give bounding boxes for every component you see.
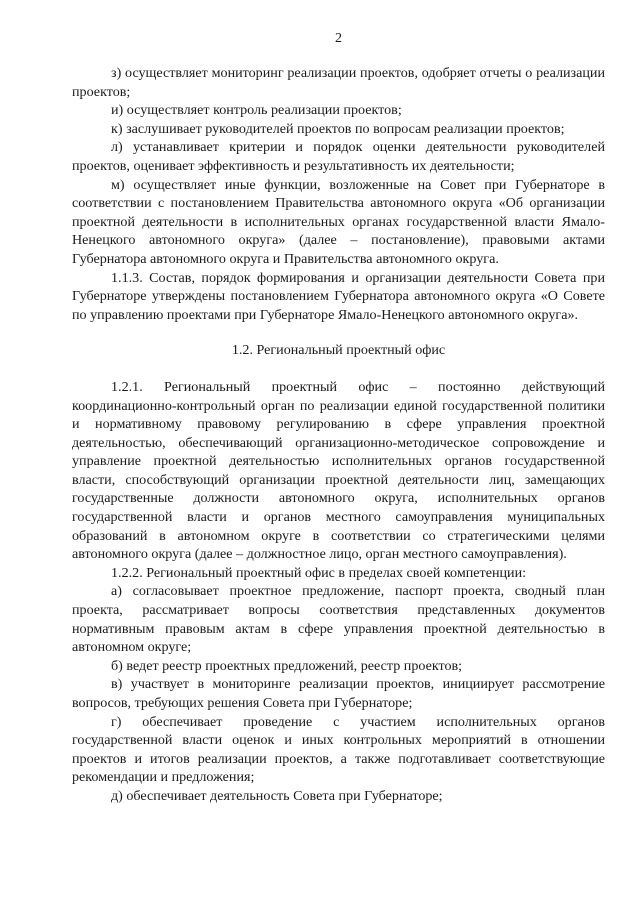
paragraph-1-2-1: 1.2.1. Региональный проектный офис – постоянно действующий координационно-контрольный орган по реализации единой государственной политики и нормативному правовому регулированию в сфере управления проектной деятельностью, обеспечивающий организационно-методическое сопровождение и управление проектной деятельностью исполнительных органов государственной власти, способствующий организации проектной деятельности лиц, замещающих государственные должности автономного округа, исполнительных органов государственной власти и органов местного самоуправления муниципальных образований в автономном округе в соответствии со стратегическими целями автономного округа (далее – должностное лицо, орган местного самоуправления). [72,378,605,563]
document-page [72,30,605,806]
page-number: 2 [335,31,342,46]
paragraph-item-v: в) участвует в мониторинге реализации проектов, инициирует рассмотрение вопросов, требующих решения Совета при Губернаторе; [72,676,605,711]
paragraph-item-k: к) заслушивает руководителей проектов по вопросам реализации проектов; [111,120,565,137]
paragraph-item-g: г) обеспечивает проведение с участием исполнительных органов государственной власти оценок и иных контрольных мероприятий в отношении проектов и итогов реализации проектов, а также подготавливает соответствующие рекомендации и предложения; [72,713,605,786]
paragraph-item-z: з) осуществляет мониторинг реализации проектов, одобряет отчеты о реализации проектов; [72,65,605,100]
paragraph-item-m: м) осуществляет иные функции, возложенные на Совет при Губернаторе в соответствии с постановлением Правительства автономного округа «Об организации проектной деятельности в исполнительных органах государственной власти Ямало-Ненецкого автономного округа» (далее – постановление), правовыми актами Губернатора автономного округа и Правительства автономного округа. [72,176,605,267]
paragraph-1-2-2: 1.2.2. Региональный проектный офис в пределах своей компетенции: [111,564,527,581]
paragraph-item-d: д) обеспечивает деятельность Совета при Губернаторе; [111,787,443,804]
paragraph-item-l: л) устанавливает критерии и порядок оценки деятельности руководителей проектов, оценивает эффективность и результативность их деятельности; [72,139,605,174]
paragraph-item-b: б) ведет реестр проектных предложений, реестр проектов; [111,657,463,674]
section-heading: 1.2. Региональный проектный офис [231,342,446,359]
paragraph-item-a: а) согласовывает проектное предложение, паспорт проекта, сводный план проекта, рассматривает вопросы соответствия представленных документов нормативным правовым актам в сфере управления проектной деятельностью в автономном округе; [72,583,605,656]
paragraph-item-i: и) осуществляет контроль реализации проектов; [111,102,402,119]
paragraph-1-1-3: 1.1.3. Состав, порядок формирования и организации деятельности Совета при Губернаторе утверждены постановлением Губернатора автономного округа «О Совете по управлению проектами при Губернаторе Ямало-Ненецкого автономного округа». [72,269,605,323]
